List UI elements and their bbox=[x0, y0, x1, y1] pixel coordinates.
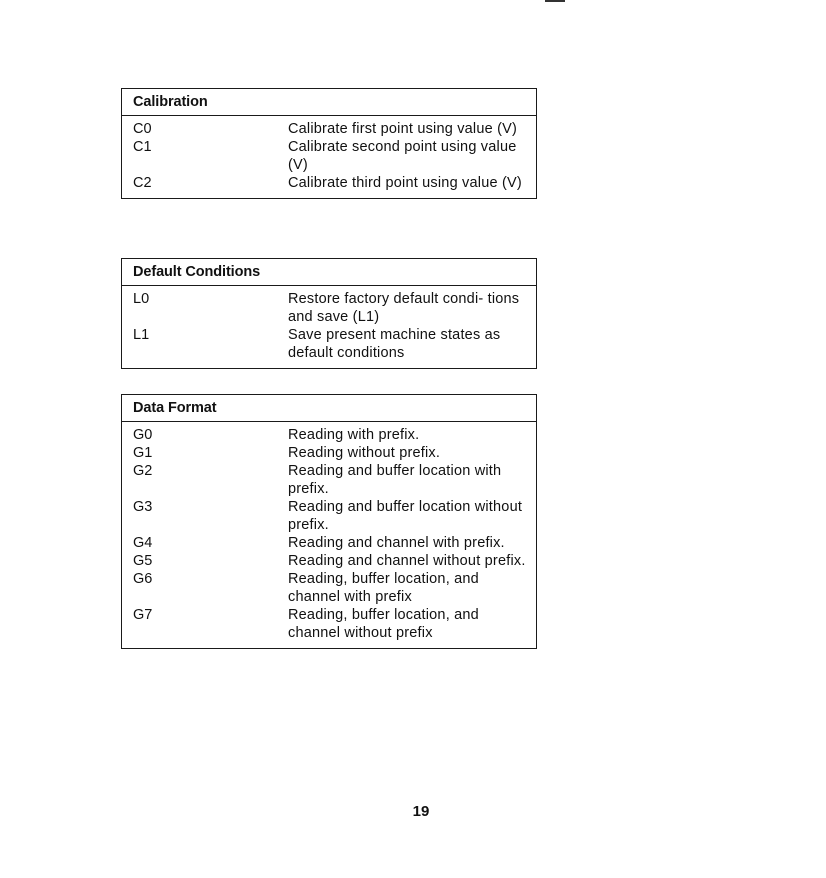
table-row bbox=[122, 174, 536, 192]
command-description: Reading, buffer location, and channel without prefix bbox=[288, 607, 479, 641]
command-code: G0 bbox=[133, 427, 153, 443]
command-code: G2 bbox=[133, 463, 153, 479]
table-row bbox=[122, 462, 536, 498]
table-row bbox=[122, 606, 536, 642]
table-row bbox=[122, 534, 536, 552]
table-row bbox=[122, 498, 536, 534]
table-body bbox=[122, 116, 536, 198]
command-code: G7 bbox=[133, 607, 153, 623]
table-row bbox=[122, 570, 536, 606]
table-row bbox=[122, 138, 536, 174]
table-title: Calibration bbox=[122, 89, 536, 116]
command-description: Reading and buffer location with prefix. bbox=[288, 463, 502, 497]
command-description: Reading and channel with prefix. bbox=[288, 535, 505, 551]
table-body bbox=[122, 286, 536, 368]
data-format-table bbox=[121, 394, 537, 649]
command-description: Reading, buffer location, and channel with prefix bbox=[288, 571, 479, 605]
table-body bbox=[122, 422, 536, 648]
table-row bbox=[122, 326, 536, 362]
command-code: L0 bbox=[133, 291, 150, 307]
command-description: Calibrate third point using value (V) bbox=[288, 175, 522, 191]
command-description: Reading and channel without prefix. bbox=[288, 553, 526, 569]
page-number: 19 bbox=[412, 803, 430, 820]
command-description: Reading and buffer location without prefix. bbox=[288, 499, 523, 533]
command-description: Save present machine states as default conditions bbox=[288, 327, 501, 361]
command-code: G4 bbox=[133, 535, 153, 551]
command-code: G6 bbox=[133, 571, 153, 587]
command-description: Restore factory default condi- tions and save (L1) bbox=[288, 291, 520, 325]
table-row bbox=[122, 290, 536, 326]
command-description: Calibrate first point using value (V) bbox=[288, 121, 518, 137]
command-code: G1 bbox=[133, 445, 153, 461]
command-code: L1 bbox=[133, 327, 150, 343]
table-row bbox=[122, 552, 536, 570]
command-code: C2 bbox=[133, 175, 152, 191]
calibration-table bbox=[121, 88, 537, 199]
scan-artifact bbox=[545, 0, 565, 2]
default-conditions-table bbox=[121, 258, 537, 369]
command-description: Calibrate second point using value (V) bbox=[288, 139, 517, 173]
table-row bbox=[122, 120, 536, 138]
command-code: C0 bbox=[133, 121, 152, 137]
command-description: Reading without prefix. bbox=[288, 445, 441, 461]
command-code: C1 bbox=[133, 139, 152, 155]
table-title: Default Conditions bbox=[122, 259, 536, 286]
table-row bbox=[122, 426, 536, 444]
table-title: Data Format bbox=[122, 395, 536, 422]
command-code: G3 bbox=[133, 499, 153, 515]
table-row bbox=[122, 444, 536, 462]
command-description: Reading with prefix. bbox=[288, 427, 420, 443]
command-code: G5 bbox=[133, 553, 153, 569]
